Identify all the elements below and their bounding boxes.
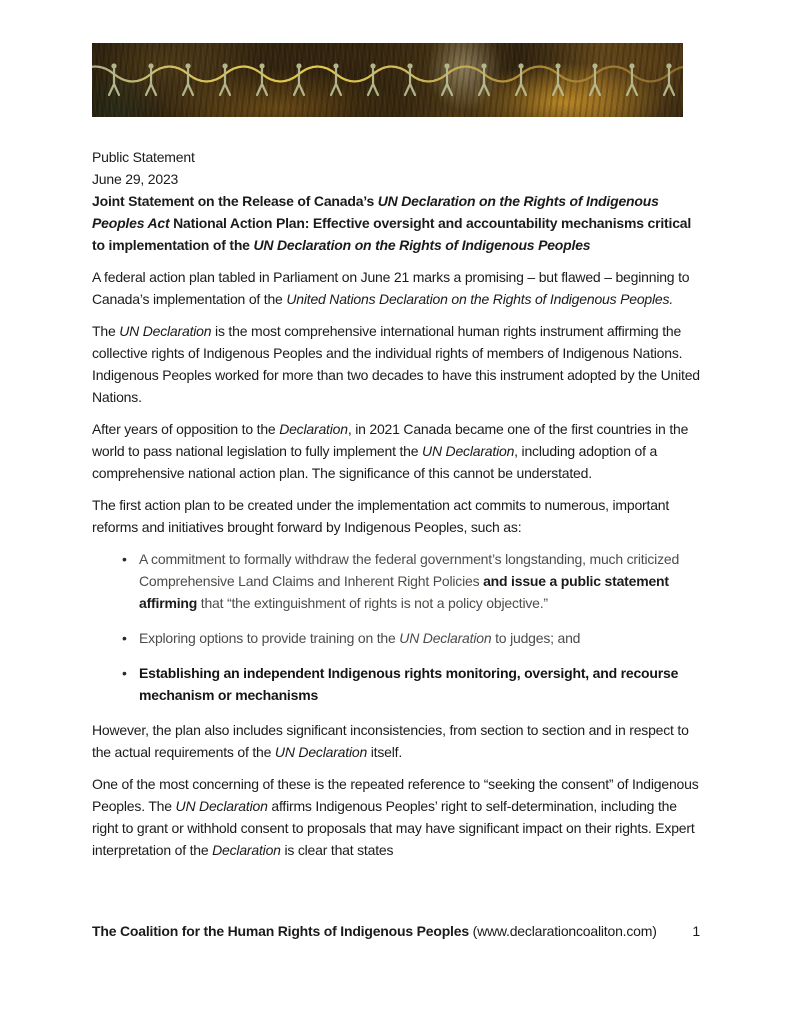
bullet-oversight-mechanism: • Establishing an independent Indigenous rights monitoring, oversight, and recourse mechanism or mechanisms	[139, 662, 704, 706]
doc-date: June 29, 2023	[92, 171, 179, 187]
page-number: 1	[692, 923, 700, 939]
page-footer	[92, 920, 704, 942]
paragraph-canada-legislation: After years of opposition to the Declaration, in 2021 Canada became one of the first countries in the world to pass national legislation to fully implement the UN Declaration, including adoption of a comprehensive national action plan. The significance of this cannot be understated.	[92, 421, 689, 481]
paragraph-declaration-overview: The UN Declaration is the most comprehensive international human rights instrument affirming the collective rights of Indigenous Peoples and the individual rights of members of Indigenous Nations. Indigenous Peoples worked for more than two decades to have this instrument adopted by the United Nations.	[92, 323, 700, 405]
paragraph-plan-commitments-lead: The first action plan to be created under the implementation act commits to numerous, important reforms and initiatives brought forward by Indigenous Peoples, such as:	[92, 497, 670, 535]
banner-image	[92, 43, 683, 117]
paragraph-consent-concern: One of the most concerning of these is the repeated reference to “seeking the consent” of Indigenous Peoples. The UN Declaration affirms Indigenous Peoples’ right to self-determination, including the right to grant or withhold consent to proposals that may have significant impact on their rights. Expert interpretation of the Declaration is clear that states	[92, 776, 699, 858]
petroglyph-figures-icon	[92, 43, 683, 117]
doc-type-label: Public Statement	[92, 149, 195, 165]
bullet-judge-training: • Exploring options to provide training on the UN Declaration to judges; and	[139, 627, 704, 649]
doc-title: Joint Statement on the Release of Canada’s UN Declaration on the Rights of Indigenous Peoples Act National Action Plan: Effective oversight and accountability mechanisms critical to implementation of the UN Declaration on the Rights of Indigenous Peoples	[92, 193, 692, 253]
paragraph-action-plan-intro: A federal action plan tabled in Parliament on June 21 marks a promising – but flawed – beginning to Canada’s implementation of the United Nations Declaration on the Rights of Indigenous Peoples.	[92, 269, 690, 307]
bullet-policy-withdrawal: • A commitment to formally withdraw the federal government’s longstanding, much criticized Comprehensive Land Claims and Inherent Right Policies and issue a public statement affirming that “the extinguishment of rights is not a policy objective.”	[139, 548, 704, 614]
commitments-bullet-list	[92, 548, 704, 706]
document-body	[92, 146, 704, 871]
paragraph-inconsistencies: However, the plan also includes significant inconsistencies, from section to section and in respect to the actual requirements of the UN Declaration itself.	[92, 722, 689, 760]
footer-organization: The Coalition for the Human Rights of Indigenous Peoples (www.declarationcoaliton.com)	[92, 923, 657, 939]
